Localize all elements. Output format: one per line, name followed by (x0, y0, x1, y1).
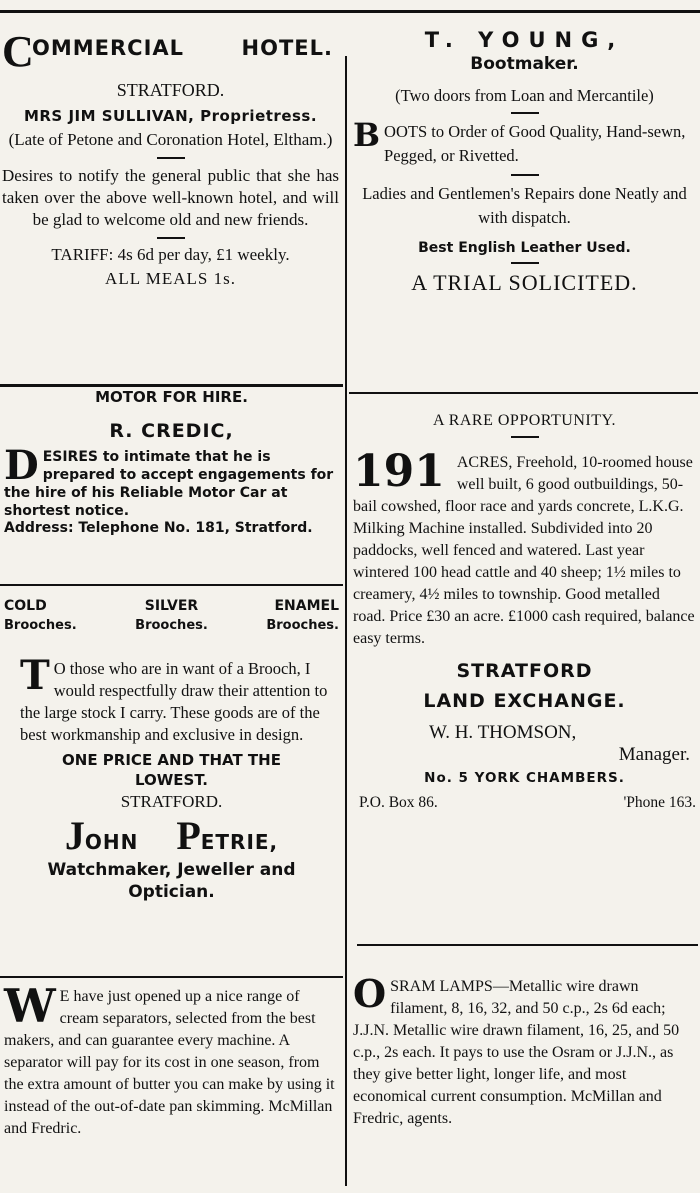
young-dash-2 (511, 174, 539, 176)
land-dash (511, 436, 539, 438)
land-firm-b: LAND EXCHANGE. (423, 690, 626, 712)
land-body (353, 446, 696, 650)
motor-name: R. CREDIC, (109, 420, 234, 442)
motor-body (4, 442, 339, 537)
brooch-body (4, 652, 339, 746)
brooch-col-gold-sub: Brooches. (4, 618, 77, 633)
young-rule (349, 392, 698, 394)
hotel-late-of: (Late of Petone and Coronation Hotel, Eltham.) (8, 130, 333, 149)
hotel-ad (2, 28, 339, 289)
jeweller-name-b: ETRIE, (200, 830, 279, 854)
column-divider (345, 56, 347, 1186)
hotel-title (2, 28, 339, 78)
young-name: T. YOUNG, (424, 28, 625, 52)
land-firm-a: STRATFORD (456, 660, 593, 682)
hotel-title-b: HOTEL. (241, 36, 333, 60)
jeweller-name-a: OHN (84, 830, 139, 854)
left-column (0, 0, 343, 1193)
land-address: No. 5 YORK CHAMBERS. (424, 770, 625, 786)
young-trial: A TRIAL SOLICITED. (411, 270, 638, 295)
young-dash-3 (511, 262, 539, 264)
hotel-tariff: TARIFF: 4s 6d per day, £1 weekly. (51, 245, 290, 264)
brooch-col-enamel (266, 596, 339, 636)
young-boots-text: OOTS to Order of Good Quality, Hand-sewn, Pegged, or Rivetted. (384, 122, 686, 165)
separator-text: E have just opened up a nice range of cream separators, selected from the best makers, and can guarantee every machine. A separator will pay for its cost in one season, from the extra amount of butter you can make by using it instead of the out-of-date pan skimming. McMillan and Fredric. (4, 988, 335, 1137)
brooch-ad (4, 596, 339, 903)
young-boots (353, 116, 696, 168)
hotel-proprietress: MRS JIM SULLIVAN, Proprietress. (23, 107, 318, 125)
young-location: (Two doors from Loan and Mercantile) (395, 86, 654, 105)
land-box: P.O. Box 86. (359, 794, 438, 811)
brooch-col-gold-title: COLD (4, 598, 47, 614)
brooch-col-enamel-sub: Brooches. (266, 618, 339, 633)
land-agent: W. H. THOMSON, (429, 722, 577, 743)
separator-initial: W (4, 979, 56, 1033)
jeweller-name-p: P (176, 813, 201, 858)
motor-rule (0, 584, 343, 586)
young-dash (511, 112, 539, 114)
brooch-col-silver (135, 596, 208, 636)
hotel-title-a: OMMERCIAL (32, 36, 185, 60)
land-text: ACRES, Freehold, 10-roomed house well built, 6 good outbuildings, 50-bail cowshed, floor race and yards concrete, L.K.G. Milking Machine installed. Subdivided into 20 paddocks, well fenced and watered. Last year wintered 100 head cattle and 40 sheep; 1½ miles to creamery, 4½ miles to township. Good metalled road. Price £30 an acre. £1000 cash required, balance easy terms. (353, 454, 695, 647)
brooch-col-gold (4, 596, 77, 636)
land-role: Manager. (618, 744, 690, 765)
brooch-text: O those who are in want of a Brooch, I would respectfully draw their attention to the large stock I carry. These goods are of the best workmanship and exclusive in design. (20, 659, 328, 744)
motor-address: Address: Telephone No. 181, Stratford. (4, 520, 313, 536)
hotel-meals: ALL MEALS 1s. (105, 269, 236, 288)
motor-ad (4, 388, 339, 537)
brooch-town: STRATFORD. (120, 792, 223, 811)
brooch-col-enamel-title: ENAMEL (274, 598, 339, 614)
hotel-dash (157, 157, 185, 159)
land-number: 191 (353, 446, 445, 497)
osram-initial: O (353, 971, 387, 1016)
brooch-col-silver-title: SILVER (144, 598, 199, 614)
brooch-col-silver-sub: Brooches. (135, 618, 208, 633)
land-heading: A RARE OPPORTUNITY. (433, 412, 616, 429)
hotel-dash-2 (157, 237, 185, 239)
motor-initial: D (4, 442, 39, 489)
motor-text: ESIRES to intimate that he is prepared to accept engagements for the hire of his Reliable Motor Car at shortest notice. (4, 449, 334, 519)
young-repairs: Ladies and Gentlemen's Repairs done Neatly and with dispatch. (362, 184, 687, 227)
right-column (349, 0, 698, 1193)
brooch-price-line: ONE PRICE AND THAT THE LOWEST. (62, 751, 281, 789)
motor-heading: MOTOR FOR HIRE. (95, 388, 248, 406)
land-phone: 'Phone 163. (623, 794, 696, 811)
young-initial: B (353, 116, 381, 154)
jeweller-trade: Watchmaker, Jeweller and Optician. (47, 860, 296, 902)
young-trade: Bootmaker. (470, 54, 579, 74)
hotel-town: STRATFORD. (116, 80, 225, 100)
hotel-notice: Desires to notify the general public that she has taken over the above well-known hotel, and will be glad to welcome old and new friends. (2, 166, 339, 229)
osram-text: SRAM LAMPS—Metallic wire drawn filament, 8, 16, 32, and 50 c.p., 2s 6d each; J.J.N. Metallic wire drawn filament, 16, 25, and 50 c.p., 2s each. It pays to use the Osram or J.J.N., as they give better light, longer life, and most economical current consumption. McMillan and Fredric, agents. (353, 978, 680, 1127)
hotel-title-initial: C (2, 27, 34, 76)
land-ad (353, 412, 696, 812)
brooch-headings (4, 596, 339, 636)
young-leather: Best English Leather Used. (418, 240, 631, 256)
osram-ad (353, 971, 696, 1130)
brooch-rule (0, 976, 343, 978)
young-ad (353, 28, 696, 296)
jeweller-name (4, 812, 339, 859)
brooch-initial: T (20, 652, 50, 699)
separator-ad (4, 979, 339, 1140)
land-rule (357, 944, 698, 946)
land-contact (353, 794, 696, 812)
jeweller-name-j: J (64, 813, 85, 858)
hotel-rule (0, 384, 343, 387)
